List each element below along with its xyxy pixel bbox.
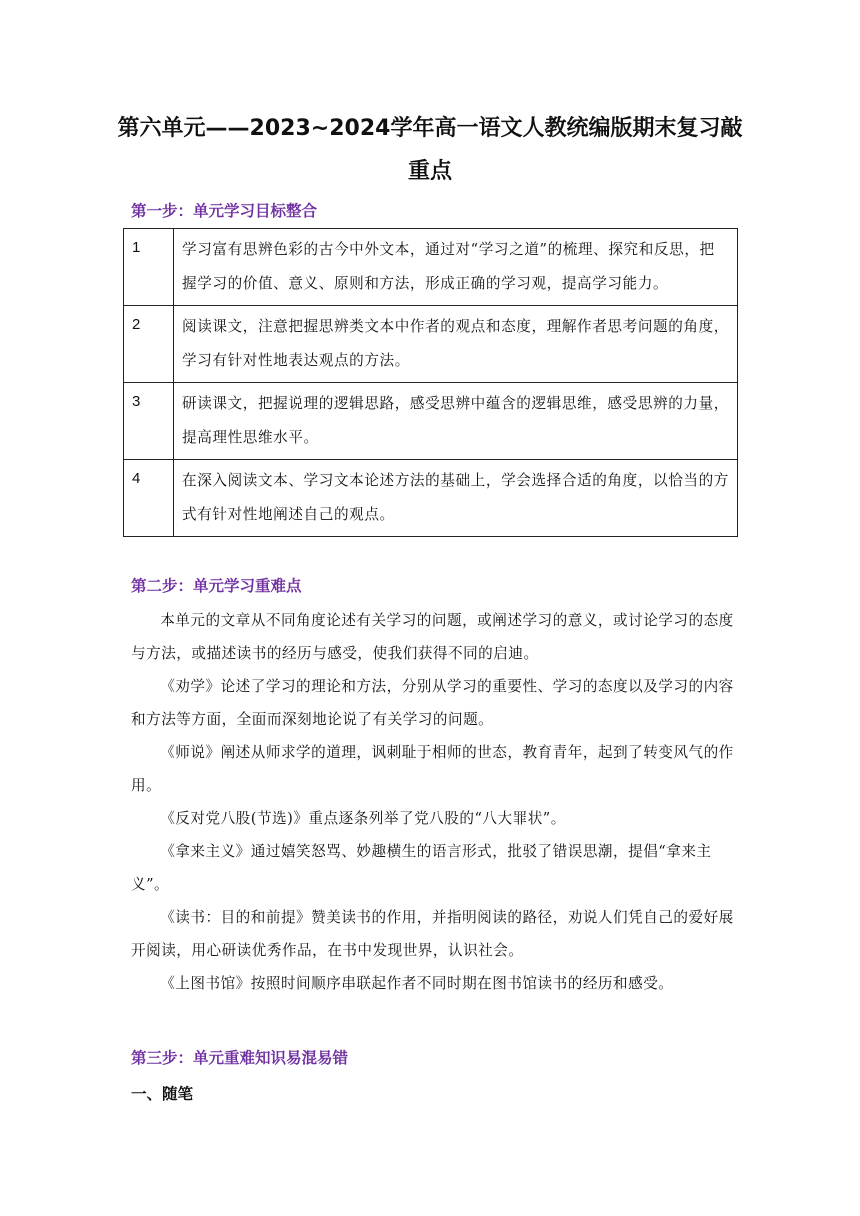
goal-number: 2 [124, 306, 174, 383]
paragraph: 《反对党八股(节选)》重点逐条列举了党八股的“八大罪状”。 [160, 810, 566, 827]
goal-text: 研读课文，把握说理的逻辑思路，感受思辨中蕴含的逻辑思维，感受思辨的力量，提高理性思维水平。 [174, 383, 738, 460]
goal-number: 3 [124, 383, 174, 460]
paragraph: 《师说》阐述从师求学的道理，讽刺耻于相师的世态，教育青年，起到了转变风气的作用。 [131, 744, 734, 794]
goal-text: 阅读课文，注意把握思辨类文本中作者的观点和态度，理解作者思考问题的角度，学习有针对性地表达观点的方法。 [174, 306, 738, 383]
document-title-continued: 重点 [407, 159, 452, 184]
goal-number: 4 [124, 460, 174, 537]
table-row [124, 460, 738, 537]
step1-heading: 第一步：单元学习目标整合 [131, 202, 318, 220]
goal-text: 学习富有思辨色彩的古今中外文本，通过对“学习之道”的梳理、探究和反思，把握学习的价值、意义、原则和方法，形成正确的学习观，提高学习能力。 [174, 229, 738, 306]
paragraph: 《读书：目的和前提》赞美读书的作用，并指明阅读的路径，劝说人们凭自己的爱好展开阅读，用心研读优秀作品，在书中发现世界，认识社会。 [131, 909, 734, 959]
section-heading: 一、随笔 [131, 1085, 194, 1103]
table-row [124, 229, 738, 306]
goal-text: 在深入阅读文本、学习文本论述方法的基础上，学会选择合适的角度，以恰当的方式有针对性地阐述自己的观点。 [174, 460, 738, 537]
paragraph: 《劝学》论述了学习的理论和方法，分别从学习的重要性、学习的态度以及学习的内容和方法等方面，全面而深刻地论说了有关学习的问题。 [131, 678, 734, 728]
step2-body [131, 604, 741, 1000]
learning-goals-table [123, 228, 738, 537]
step2-heading: 第二步：单元学习重难点 [131, 577, 302, 595]
paragraph: 本单元的文章从不同角度论述有关学习的问题，或阐述学习的意义，或讨论学习的态度与方法，或描述读书的经历与感受，使我们获得不同的启迪。 [131, 612, 734, 662]
goal-number: 1 [124, 229, 174, 306]
step3-heading: 第三步：单元重难知识易混易错 [131, 1049, 349, 1067]
document-title: 第六单元——2023~2024学年高一语文人教统编版期末复习敲 [117, 116, 743, 141]
paragraph: 《上图书馆》按照时间顺序串联起作者不同时期在图书馆读书的经历和感受。 [160, 975, 674, 992]
table-row [124, 306, 738, 383]
paragraph: 《拿来主义》通过嬉笑怒骂、妙趣横生的语言形式，批驳了错误思潮，提倡“拿来主义”。 [131, 843, 712, 893]
table-row [124, 383, 738, 460]
